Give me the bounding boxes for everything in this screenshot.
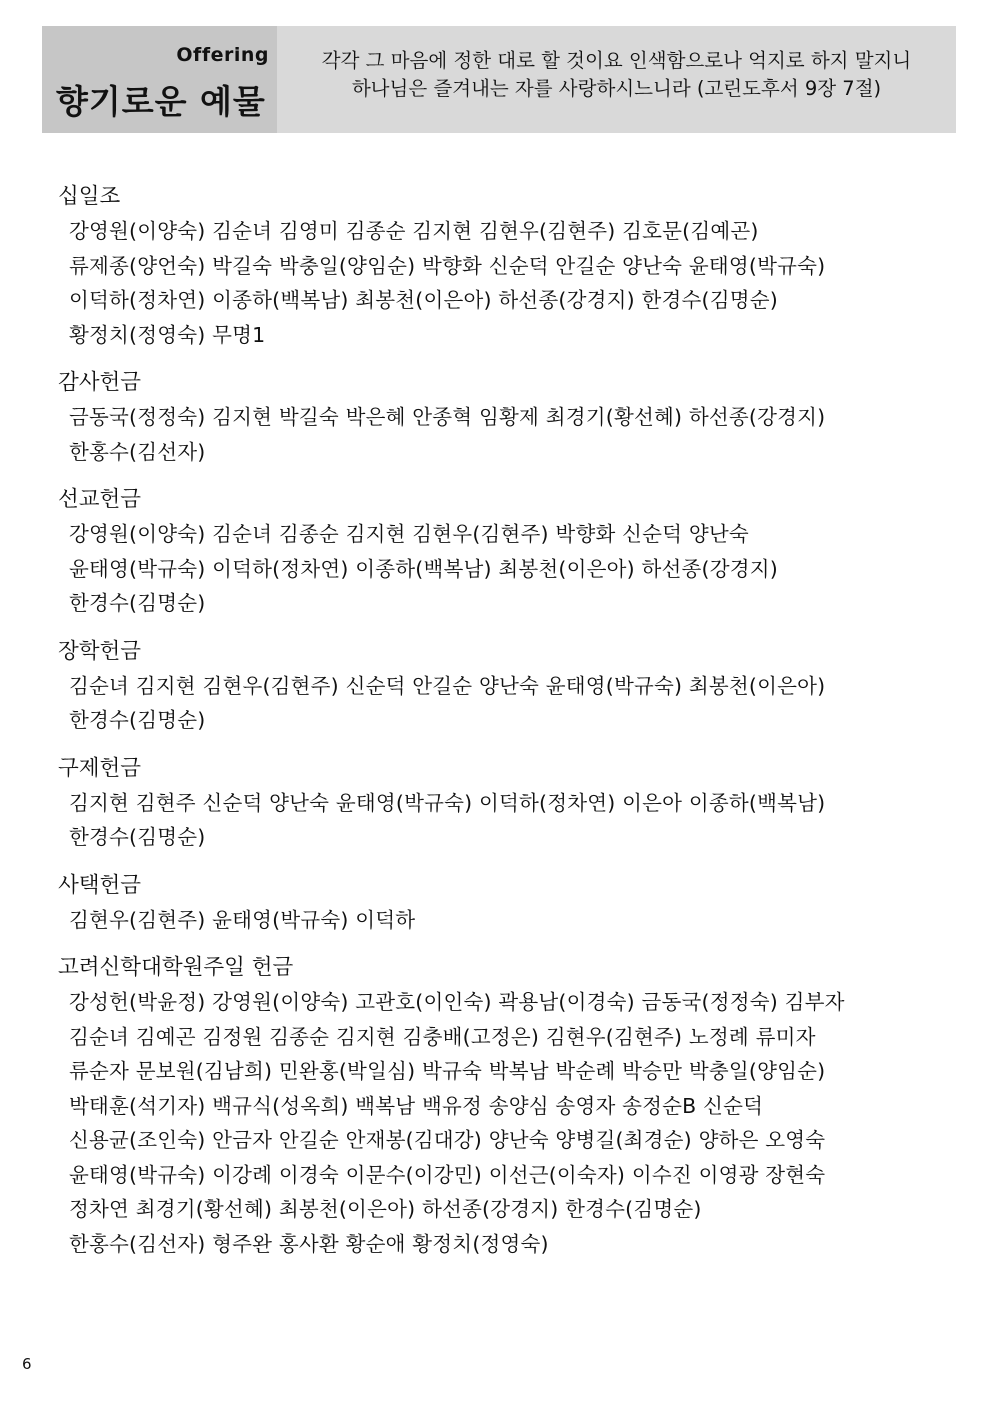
section-mission	[58, 483, 938, 621]
section-relief	[58, 752, 938, 855]
name-line: 정차연 최경기(황선혜) 최봉천(이은아) 하선종(강경지) 한경수(김명순)	[69, 1197, 702, 1221]
section-title: 십일조	[58, 184, 121, 209]
name-line: 이덕하(정차연) 이종하(백복남) 최봉천(이은아) 하선종(강경지) 한경수(김명순)	[69, 288, 778, 312]
name-line: 한홍수(김선자)	[69, 439, 206, 464]
bible-verse	[277, 26, 956, 133]
name-line: 황정치(정영숙) 무명1	[69, 322, 266, 347]
name-line: 한경수(김명순)	[69, 708, 206, 732]
name-line: 류제종(양언숙) 박길숙 박충일(양임순) 박향화 신순덕 안길순 양난숙 윤태영(박규숙)	[69, 253, 826, 278]
offering-list	[58, 180, 938, 1275]
page-number: 6	[22, 1355, 32, 1373]
name-line: 금동국(정정숙) 김지현 박길숙 박은혜 안종혁 임황제 최경기(황선혜) 하선종(강경지)	[69, 405, 826, 429]
name-line: 윤태영(박규숙) 이강례 이경숙 이문수(이강민) 이선근(이숙자) 이수진 이영광 장현숙	[69, 1162, 826, 1187]
section-title: 구제헌금	[58, 755, 142, 781]
name-line: 한경수(김명순)	[69, 591, 206, 615]
name-line: 강성헌(박윤정) 강영원(이양숙) 고관호(이인숙) 곽용남(이경숙) 금동국(정정숙) 김부자	[69, 990, 845, 1014]
name-line: 김순녀 김예곤 김정원 김종순 김지현 김충배(고정은) 김현우(김현주) 노정례 류미자	[69, 1024, 816, 1049]
name-line: 박태훈(석기자) 백규식(성옥희) 백복남 백유정 송양심 송영자 송정순B 신순덕	[69, 1093, 764, 1118]
verse-line-2: 하나님은 즐겨내는 자를 사랑하시느니라 (고린도후서 9장 7절)	[351, 76, 882, 100]
section-title: 장학헌금	[58, 638, 142, 664]
name-line: 강영원(이양숙) 김순녀 김종순 김지현 김현우(김현주) 박향화 신순덕 양난숙	[69, 522, 749, 546]
name-line: 한홍수(김선자) 형주완 홍사환 황순애 황정치(정영숙)	[69, 1231, 549, 1256]
section-seminary-sunday	[58, 951, 938, 1261]
section-title: 감사헌금	[58, 370, 142, 395]
section-tithe	[58, 180, 938, 352]
section-title: 사택헌금	[58, 872, 142, 898]
title-box	[42, 26, 277, 133]
name-line: 윤태영(박규숙) 이덕하(정차연) 이종하(백복남) 최봉천(이은아) 하선종(강경지)	[69, 556, 778, 581]
section-title: 고려신학대학원주일 헌금	[58, 955, 294, 980]
header-subtitle: Offering	[176, 44, 269, 66]
name-line: 김순녀 김지현 김현우(김현주) 신순덕 안길순 양난숙 윤태영(박규숙) 최봉천(이은아)	[69, 673, 826, 698]
section-title: 선교헌금	[58, 487, 142, 512]
verse-line-1: 각각 그 마음에 정한 대로 할 것이요 인색함으로나 억지로 하지 말지니	[321, 48, 912, 72]
section-scholarship	[58, 635, 938, 738]
name-line: 신용균(조인숙) 안금자 안길순 안재봉(김대강) 양난숙 양병길(최경순) 양하은 오영숙	[69, 1128, 826, 1152]
name-line: 김지현 김현주 신순덕 양난숙 윤태영(박규숙) 이덕하(정차연) 이은아 이종하(백복남)	[69, 790, 826, 815]
section-thanksgiving	[58, 366, 938, 469]
name-line: 한경수(김명순)	[69, 825, 206, 849]
name-line: 류순자 문보원(김남희) 민완홍(박일심) 박규숙 박복남 박순례 박승만 박충일(양임순)	[69, 1059, 826, 1083]
header-title: 향기로운 예물	[56, 82, 266, 121]
offering-header	[42, 26, 956, 133]
name-line: 강영원(이양숙) 김순녀 김영미 김종순 김지현 김현우(김현주) 김호문(김예곤)	[69, 219, 759, 243]
section-parsonage	[58, 869, 938, 938]
name-line: 김현우(김현주) 윤태영(박규숙) 이덕하	[69, 907, 416, 932]
